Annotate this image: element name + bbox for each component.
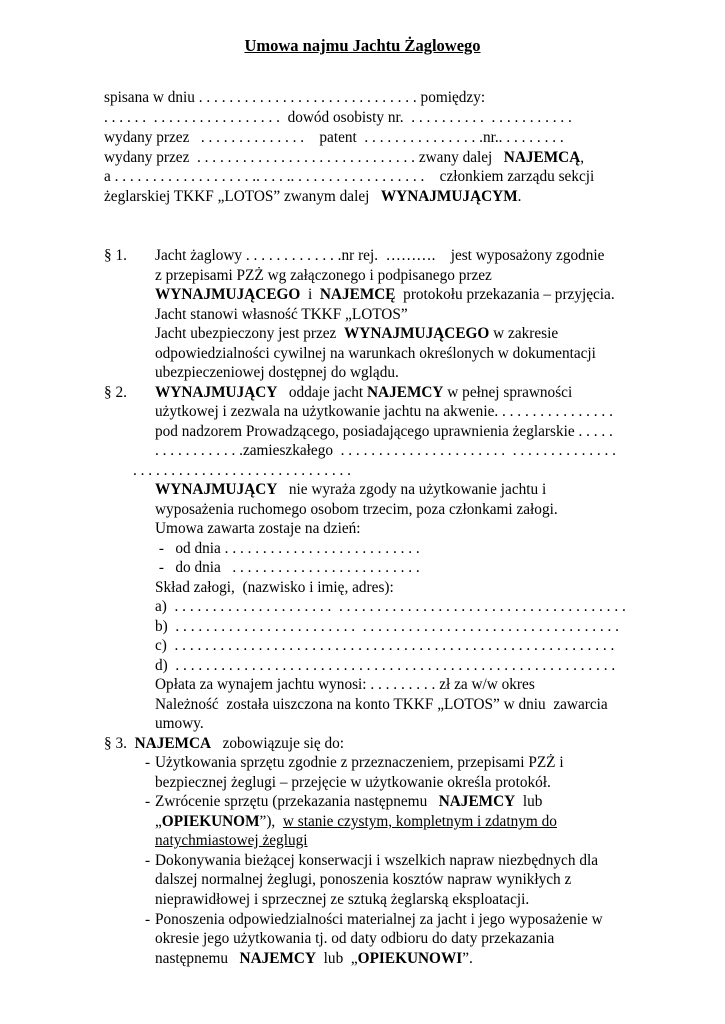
- section-3-line: Dokonywania bieżącej konserwacji i wszelkich napraw niezbędnych dla: [155, 852, 599, 869]
- section-2-line: WYNAJMUJĄCY oddaje jacht NAJEMCY w pełnej sprawności: [155, 384, 573, 401]
- crew-line-d: d) . . . . . . . . . . . . . . . . . . . . . . . . . . . . . . . . . . . . . . . . . . . . . . . . . . . . . . . . . .: [155, 657, 616, 674]
- section-2-line: wyposażenia ruchomego osobom trzecim, poza członkami załogi.: [155, 501, 558, 518]
- section-2-line: Umowa zawarta zostaje na dzień:: [155, 520, 361, 537]
- document-title: Umowa najmu Jachtu Żaglowego: [244, 36, 481, 55]
- section-1-line: Jacht żaglowy . . . . . . . . . . . . .nr rej. ………. jest wyposażony zgodnie: [155, 247, 605, 264]
- list-dash: -: [145, 793, 151, 810]
- section-2-number: § 2.: [104, 384, 127, 401]
- section-3-line: nieprawidłowej i sprzecznej ze sztuką żeglarską eksploatacji.: [155, 891, 530, 908]
- list-dash: -: [145, 852, 151, 869]
- header-line-6: żeglarskiej TKKF „LOTOS” zwanym dalej WYNAJMUJĄCYM.: [104, 188, 522, 205]
- section-3-line: Ponoszenia odpowiedzialności materialnej za jacht i jego wyposażenie w: [155, 911, 603, 928]
- section-1-line: Jacht stanowi własność TKKF „LOTOS”: [155, 306, 408, 323]
- section-3-heading: § 3. NAJEMCA zobowiązuje się do:: [104, 735, 345, 752]
- wynajmujacym-bold: WYNAJMUJĄCYM: [380, 188, 518, 205]
- section-1-number: § 1.: [104, 247, 127, 264]
- section-2-line: umowy.: [155, 715, 204, 732]
- section-3-line: okresie jego użytkowania tj. od daty odbioru do daty przekazania: [155, 930, 555, 947]
- list-dash: -: [145, 911, 151, 928]
- section-2-line: pod nadzorem Prowadzącego, posiadającego uprawnienia żeglarskie . . . . .: [155, 423, 613, 440]
- section-2-line: Opłata za wynajem jachtu wynosi: . . . . . . . . . zł za w/w okres: [155, 676, 535, 693]
- list-dash: -: [145, 754, 151, 771]
- section-2-line: Skład załogi, (nazwisko i imię, adres):: [155, 579, 394, 596]
- section-2-line: WYNAJMUJĄCY nie wyraża zgody na użytkowanie jachtu i: [155, 481, 547, 498]
- section-3-line: dalszej normalnej żeglugi, ponoszenia kosztów napraw wynikłych z: [155, 871, 572, 888]
- section-1-line: Jacht ubezpieczony jest przez WYNAJMUJĄCEGO w zakresie: [155, 325, 559, 342]
- header-line-4: wydany przez . . . . . . . . . . . . . . . . . . . . . . . . . . . . . zwany dalej NAJEMCĄ,: [104, 149, 585, 166]
- section-1-line: odpowiedzialności cywilnej na warunkach określonych w dokumentacji: [155, 345, 596, 362]
- crew-line-c: c) . . . . . . . . . . . . . . . . . . . . . . . . . . . . . . . . . . . . . . . . . . . . . . . . . . . . . . . . . .: [155, 637, 615, 654]
- section-2-line: Należność została uiszczona na konto TKKF „LOTOS” w dniu zawarcia: [155, 696, 608, 713]
- section-1-line: z przepisami PZŻ wg załączonego i podpisanego przez: [155, 267, 492, 284]
- section-3-line: Użytkowania sprzętu zgodnie z przeznaczeniem, przepisami PZŻ i: [155, 754, 564, 771]
- header-line-3: wydany przez . . . . . . . . . . . . . . patent . . . . . . . . . . . . . . . .nr.. . . . . . . . .: [104, 129, 564, 146]
- section-3-line: bezpiecznej żeglugi – przejęcie w użytkowanie określa protokół.: [155, 774, 551, 791]
- date-from-line: - od dnia . . . . . . . . . . . . . . . . . . . . . . . . . .: [155, 540, 420, 557]
- header-line-1: spisana w dniu . . . . . . . . . . . . . . . . . . . . . . . . . . . . . pomiędzy:: [104, 89, 486, 106]
- section-3-line: natychmiastowej żeglugi: [155, 832, 308, 849]
- header-line-5: a . . . . . . . . . . . . . . . . . . .. . . . .. . . . . . . . . . . . . . . . . . członkiem zarządu sekcji: [104, 168, 595, 185]
- header-line-2: . . . . . . . . . . . . . . . . . . . . . . . dowód osobisty nr. . . . . . . . . . . . . . . . . . . . . .: [104, 109, 572, 126]
- section-3-line: następnemu NAJEMCY lub „OPIEKUNOWI”.: [155, 950, 473, 967]
- section-2-line: . . . . . . . . . . . .zamieszkałego . . . . . . . . . . . . . . . . . . . . . . . . . . . . . . . . . . . .: [155, 442, 616, 459]
- crew-line-b: b) . . . . . . . . . . . . . . . . . . . . . . . . . . . . . . . . . . . . . . . . . . . . . . . . . . . . . . . . . .: [155, 618, 620, 635]
- date-to-line: - do dnia . . . . . . . . . . . . . . . . . . . . . . . . .: [155, 559, 420, 576]
- section-2-line: użytkowej i zezwala na użytkowanie jachtu na akwenie. . . . . . . . . . . . . . . .: [155, 403, 613, 420]
- najemca-bold: NAJEMCĄ: [503, 149, 581, 166]
- section-3-line: „OPIEKUNOM”), w stanie czystym, kompletnym i zdatnym do: [155, 813, 557, 830]
- section-1-line: ubezpieczeniowej dostępnej do wglądu.: [155, 364, 399, 381]
- section-3-line: Zwrócenie sprzętu (przekazania następnemu NAJEMCY lub: [155, 793, 543, 810]
- section-2-line: . . . . . . . . . . . . . . . . . . . . . . . . . . . . .: [133, 462, 351, 479]
- crew-line-a: a) . . . . . . . . . . . . . . . . . . . . . . . . . . . . . . . . . . . . . . . . . . . . . . . . . . . . . . . . . . .: [155, 598, 626, 615]
- section-1-line: WYNAJMUJĄCEGO i NAJEMCĘ protokołu przekazania – przyjęcia.: [155, 286, 615, 303]
